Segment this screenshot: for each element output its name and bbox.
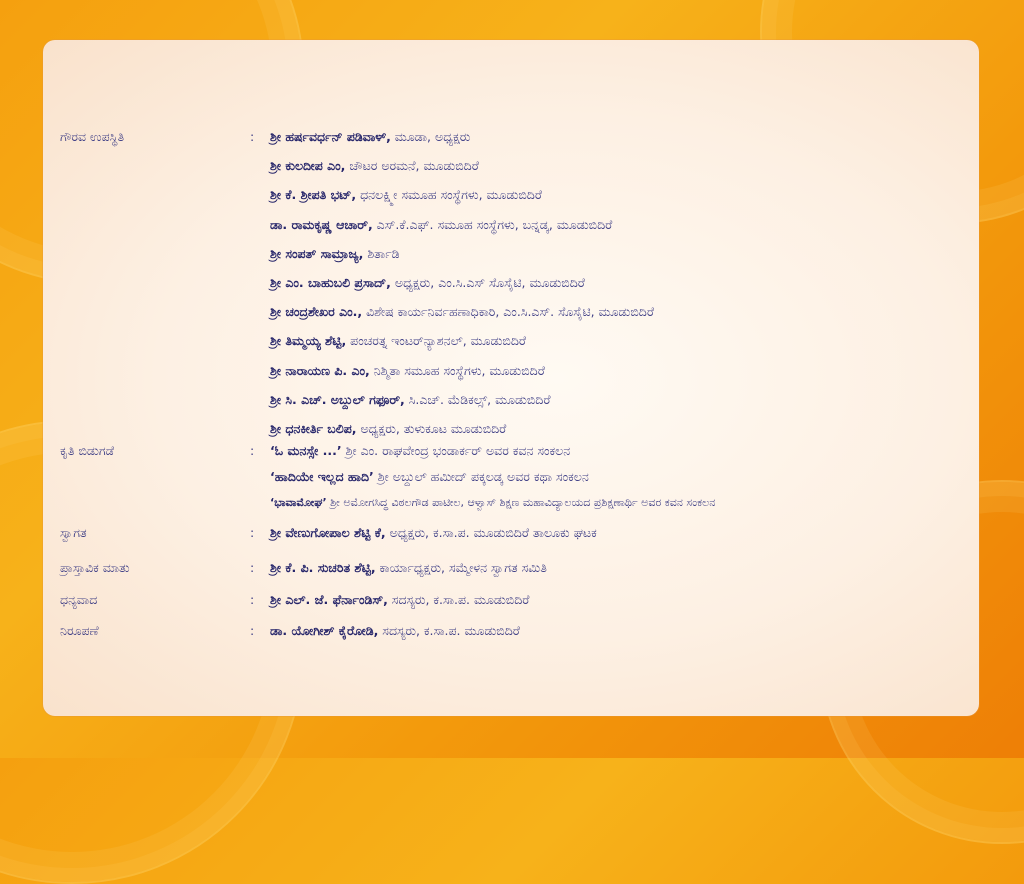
- person-name: ಡಾ. ಯೋಗೀಶ್ ಕೈರೋಡಿ,: [270, 623, 379, 638]
- person-name: ಶ್ರೀ ನಾರಾಯಣ ಪಿ. ಎಂ,: [270, 362, 370, 378]
- entry: [270, 522, 597, 544]
- program-row: [43, 466, 979, 488]
- person-name: ಶ್ರೀ ಚಂದ್ರಶೇಖರ ಎಂ.,: [270, 304, 363, 320]
- person-name: ಶ್ರೀ ಹರ್ಷವರ್ಧನ್ ಪಡಿವಾಳ್,: [270, 129, 391, 144]
- program-row: [43, 557, 979, 579]
- entry: [270, 126, 470, 148]
- section-category: ಸ್ವಾಗತ: [60, 525, 87, 540]
- colon-separator: :: [250, 129, 255, 144]
- program-row: [43, 418, 979, 440]
- person-description: ಶ್ರೀ ಎಂ. ರಾಘವೇಂದ್ರ ಭಂಡಾರ್ಕರ್ ಅವರ ಕವನ ಸಂಕಲನ: [341, 443, 571, 458]
- person-name: ಡಾ. ರಾಮಕೃಷ್ಣ ಆಚಾರ್,: [270, 216, 373, 232]
- entry: [270, 466, 589, 488]
- entry: [270, 620, 520, 642]
- entry: [270, 418, 506, 440]
- person-description: ಚೌಟರ ಅರಮನೆ, ಮೂಡುಬಿದಿರೆ: [345, 158, 479, 174]
- entry: [270, 330, 526, 352]
- colon-separator: :: [250, 525, 255, 540]
- program-row: [43, 620, 979, 642]
- person-name: ಶ್ರೀ ಎಂ. ಬಾಹುಬಲಿ ಪ್ರಸಾದ್,: [270, 275, 391, 290]
- entry: [270, 589, 529, 611]
- program-row: [43, 301, 979, 323]
- program-row: [43, 589, 979, 611]
- person-description: ಪಂಚರತ್ನ ಇಂಟರ್‌ನ್ಯಾಶನಲ್, ಮೂಡುಬಿದಿರೆ: [346, 333, 527, 349]
- section-category: ಕೃತಿ ಬಿಡುಗಡೆ: [60, 443, 115, 458]
- program-row: [43, 522, 979, 544]
- entry: [270, 440, 570, 462]
- section-category: ಗೌರವ ಉಪಸ್ಥಿತಿ: [60, 129, 125, 144]
- person-name: ಶ್ರೀ ಧನಕೀರ್ತಿ ಬಲಿಪ,: [270, 421, 357, 436]
- program-row: [43, 155, 979, 177]
- entry: [270, 272, 585, 294]
- person-name: ಶ್ರೀ ಸಿ. ಎಚ್. ಅಬ್ದುಲ್ ಗಫೂರ್,: [270, 391, 405, 407]
- entry: [270, 214, 612, 236]
- entry: [270, 243, 400, 265]
- person-description: ಕಾರ್ಯಾಧ್ಯಕ್ಷರು, ಸಮ್ಮೇಳನ ಸ್ವಾಗತ ಸಮಿತಿ: [375, 560, 547, 575]
- entry: [270, 360, 545, 382]
- person-description: ಶಿರ್ತಾಡಿ: [363, 245, 400, 261]
- person-name: ಶ್ರೀ ತಿಮ್ಮಯ್ಯ ಶೆಟ್ಟಿ,: [270, 333, 347, 349]
- program-row: [43, 360, 979, 382]
- program-row: [43, 126, 979, 148]
- person-name: ಶ್ರೀ ವೇಣುಗೋಪಾಲ ಶೆಟ್ಟಿ ಕೆ,: [270, 525, 386, 540]
- person-description: ಎಸ್.ಕೆ.ಎಫ್. ಸಮೂಹ ಸಂಸ್ಥೆಗಳು, ಬನ್ನಡ್ಕ, ಮೂಡುಬಿದಿರೆ: [372, 216, 613, 232]
- program-row: [43, 243, 979, 265]
- person-name: ‘ಭಾವಾಮೋಘ’: [270, 496, 327, 509]
- person-description: ಸದಸ್ಯರು, ಕ.ಸಾ.ಪ. ಮೂಡುಬಿದಿರೆ: [378, 623, 520, 638]
- program-row: [43, 272, 979, 294]
- person-name: ‘ಹಾದಿಯೇ ಇಲ್ಲದ ಹಾದಿ’: [270, 469, 374, 484]
- person-name: ಶ್ರೀ ಕುಲದೀಪ ಎಂ,: [270, 158, 346, 174]
- program-row: [43, 492, 979, 514]
- entry: [270, 389, 550, 411]
- colon-separator: :: [250, 592, 255, 607]
- person-name: ‘ಓ ಮನಸ್ಸೇ ...’: [270, 443, 342, 458]
- person-description: ಅಧ್ಯಕ್ಷರು, ಎಂ.ಸಿ.ಎಸ್ ಸೊಸೈಟಿ, ಮೂಡುಬಿದಿರೆ: [390, 275, 585, 290]
- program-row: [43, 214, 979, 236]
- colon-separator: :: [250, 623, 255, 638]
- program-row: [43, 184, 979, 206]
- program-row: [43, 440, 979, 462]
- entry: [270, 184, 542, 206]
- person-description: ಅಧ್ಯಕ್ಷರು, ತುಳುಕೂಟ ಮೂಡುಬಿದಿರೆ: [356, 421, 507, 436]
- person-description: ಅಧ್ಯಕ್ಷರು, ಕ.ಸಾ.ಪ. ಮೂಡುಬಿದಿರೆ ತಾಲೂಕು ಘಟಕ: [385, 525, 597, 540]
- person-description: ಸಿ.ಎಚ್. ಮೆಡಿಕಲ್ಸ್, ಮೂಡುಬಿದಿರೆ: [404, 391, 551, 407]
- person-description: ನಿಶ್ಮಿತಾ ಸಮೂಹ ಸಂಸ್ಥೆಗಳು, ಮೂಡುಬಿದಿರೆ: [369, 362, 545, 378]
- person-name: ಶ್ರೀ ಕೆ. ಪಿ. ಸುಚರಿತ ಶೆಟ್ಟಿ,: [270, 560, 376, 575]
- program-row: [43, 330, 979, 352]
- person-description: ಶ್ರೀ ಅಬ್ದುಲ್ ಹಮೀದ್ ಪಕ್ಕಲಡ್ಕ ಅವರ ಕಥಾ ಸಂಕಲನ: [373, 469, 589, 484]
- section-category: ನಿರೂಪಣೆ: [60, 623, 99, 638]
- colon-separator: :: [250, 560, 255, 575]
- entry: [270, 492, 715, 514]
- person-description: ಧನಲಕ್ಷ್ಮೀ ಸಮೂಹ ಸಂಸ್ಥೆಗಳು, ಮೂಡುಬಿದಿರೆ: [356, 187, 542, 203]
- entry: [270, 301, 654, 323]
- program-card: [43, 40, 979, 716]
- entry: [270, 155, 479, 177]
- colon-separator: :: [250, 443, 255, 458]
- person-name: ಶ್ರೀ ಎಲ್. ಜೆ. ಫೆರ್ನಾಂಡಿಸ್,: [270, 592, 388, 607]
- person-description: ಮೂಡಾ, ಅಧ್ಯಕ್ಷರು: [390, 129, 471, 144]
- person-description: ಶ್ರೀ ಅಮೋಗಸಿದ್ಧ ವಿಠಲಗೌಡ ಪಾಟೀಲ, ಆಳ್ವಾಸ್ ಶಿಕ್ಷಣ ಮಹಾವಿದ್ಯಾಲಯದ ಪ್ರಶಿಕ್ಷಣಾರ್ಥಿ ಅವರ ಕವನ ಸಂಕಲನ: [326, 496, 716, 509]
- person-name: ಶ್ರೀ ಸಂಪತ್ ಸಾಮ್ರಾಜ್ಯ,: [270, 245, 364, 261]
- person-description: ವಿಶೇಷ ಕಾರ್ಯನಿರ್ವಹಣಾಧಿಕಾರಿ, ಎಂ.ಸಿ.ಎಸ್. ಸೊಸೈಟಿ, ಮೂಡುಬಿದಿರೆ: [362, 304, 654, 320]
- entry: [270, 557, 547, 579]
- section-category: ಪ್ರಾಸ್ತಾವಿಕ ಮಾತು: [60, 560, 130, 575]
- section-category: ಧನ್ಯವಾದ: [60, 592, 98, 607]
- program-row: [43, 389, 979, 411]
- person-name: ಶ್ರೀ ಕೆ. ಶ್ರೀಪತಿ ಭಟ್,: [270, 187, 357, 203]
- person-description: ಸದಸ್ಯರು, ಕ.ಸಾ.ಪ. ಮೂಡುಬಿದಿರೆ: [387, 592, 530, 607]
